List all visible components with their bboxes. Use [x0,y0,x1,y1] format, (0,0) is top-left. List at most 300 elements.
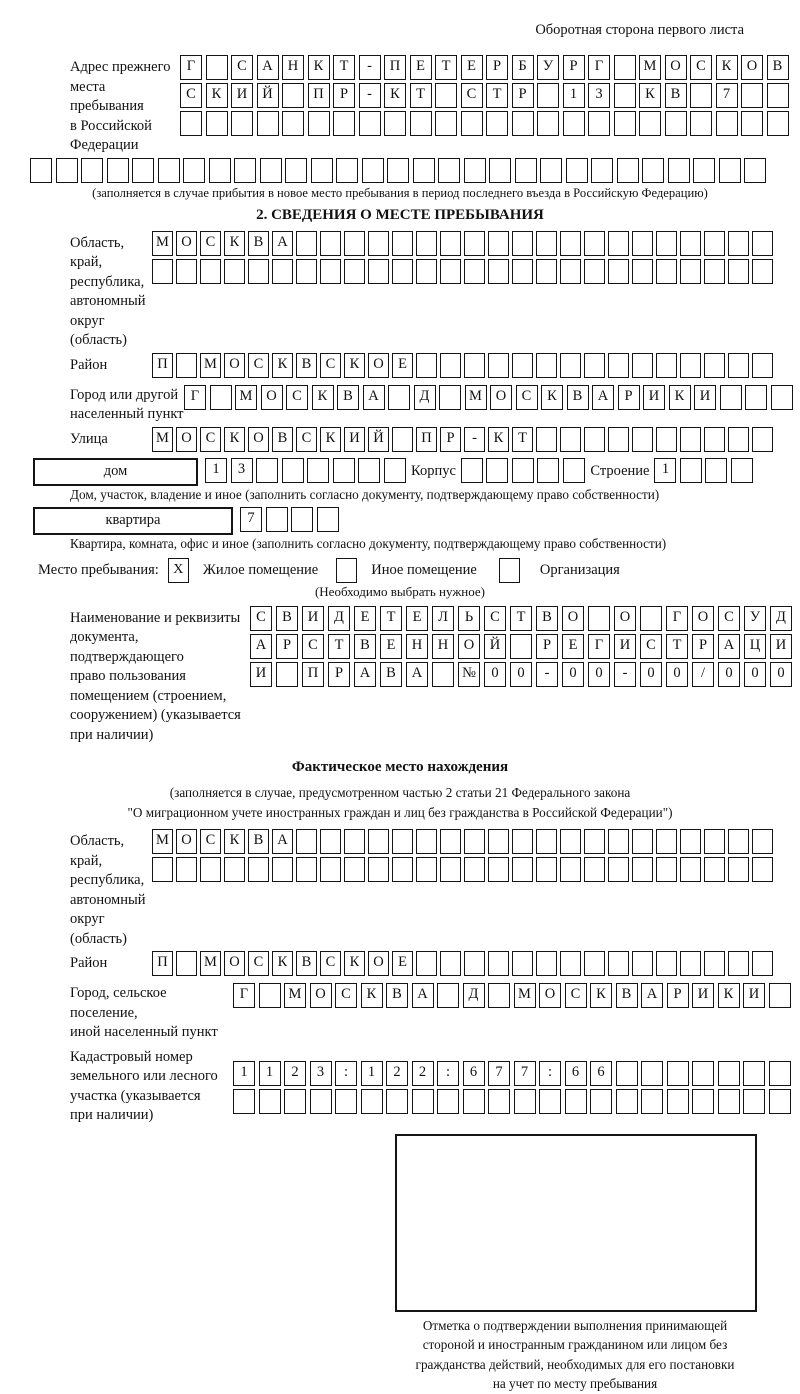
char-cell[interactable] [692,1061,714,1086]
char-cell[interactable]: А [406,662,428,687]
char-cell[interactable]: 1 [233,1061,255,1086]
char-cell[interactable]: 0 [640,662,662,687]
char-cell[interactable] [752,951,773,976]
char-cell[interactable] [410,111,432,136]
char-cell[interactable] [537,458,559,483]
char-cell[interactable] [752,259,773,284]
char-cell[interactable]: Г [233,983,255,1008]
char-cell[interactable]: И [743,983,765,1008]
char-cell[interactable] [285,158,307,183]
char-cell[interactable] [632,259,653,284]
char-cell[interactable]: С [231,55,253,80]
char-cell[interactable] [584,353,605,378]
char-cell[interactable] [752,427,773,452]
char-cell[interactable] [176,951,197,976]
checkbox-organizaciya[interactable] [499,558,520,583]
char-cell[interactable]: А [354,662,376,687]
char-cell[interactable] [132,158,154,183]
char-cell[interactable]: В [248,829,269,854]
char-cell[interactable]: В [536,606,558,631]
char-cell[interactable]: К [312,385,334,410]
char-cell[interactable]: В [296,951,317,976]
char-cell[interactable]: О [539,983,561,1008]
char-cell[interactable]: К [224,829,245,854]
char-cell[interactable]: М [639,55,661,80]
char-cell[interactable] [632,427,653,452]
char-cell[interactable] [440,829,461,854]
char-cell[interactable]: О [665,55,687,80]
char-cell[interactable] [464,259,485,284]
char-cell[interactable] [616,1089,638,1114]
char-cell[interactable] [560,857,581,882]
char-cell[interactable] [704,427,725,452]
char-cell[interactable] [461,111,483,136]
char-cell[interactable] [489,158,511,183]
char-cell[interactable] [692,1089,714,1114]
char-cell[interactable] [515,158,537,183]
char-cell[interactable] [680,829,701,854]
char-cell[interactable]: В [380,662,402,687]
char-cell[interactable] [752,353,773,378]
char-cell[interactable] [767,83,789,108]
char-cell[interactable] [176,857,197,882]
char-cell[interactable]: И [231,83,253,108]
char-cell[interactable]: А [363,385,385,410]
char-cell[interactable] [176,353,197,378]
char-cell[interactable] [584,829,605,854]
char-cell[interactable]: М [152,829,173,854]
char-cell[interactable]: 7 [240,507,262,532]
char-cell[interactable]: Р [563,55,585,80]
char-cell[interactable] [536,829,557,854]
char-cell[interactable]: В [616,983,638,1008]
char-cell[interactable] [665,111,687,136]
char-cell[interactable]: Т [435,55,457,80]
char-cell[interactable] [388,385,410,410]
char-cell[interactable] [704,259,725,284]
char-cell[interactable]: К [361,983,383,1008]
char-cell[interactable] [257,111,279,136]
char-cell[interactable]: Р [328,662,350,687]
char-cell[interactable] [386,1089,408,1114]
char-cell[interactable] [336,158,358,183]
char-cell[interactable]: М [514,983,536,1008]
char-cell[interactable]: 1 [654,458,676,483]
char-cell[interactable] [720,385,742,410]
char-cell[interactable] [296,231,317,256]
char-cell[interactable] [608,427,629,452]
char-cell[interactable] [486,458,508,483]
char-cell[interactable]: С [200,427,221,452]
char-cell[interactable] [435,111,457,136]
char-cell[interactable]: 0 [770,662,792,687]
char-cell[interactable]: Т [410,83,432,108]
char-cell[interactable] [248,259,269,284]
char-cell[interactable]: : [335,1061,357,1086]
char-cell[interactable] [368,857,389,882]
char-cell[interactable] [680,427,701,452]
char-cell[interactable]: Р [333,83,355,108]
char-cell[interactable] [432,662,454,687]
char-cell[interactable] [387,158,409,183]
char-cell[interactable]: 0 [588,662,610,687]
char-cell[interactable] [680,458,702,483]
char-cell[interactable] [440,353,461,378]
char-cell[interactable] [272,259,293,284]
char-cell[interactable]: Р [276,634,298,659]
char-cell[interactable]: Е [392,951,413,976]
char-cell[interactable]: Т [512,427,533,452]
char-cell[interactable] [743,1061,765,1086]
char-cell[interactable] [584,427,605,452]
char-cell[interactable]: И [694,385,716,410]
char-cell[interactable]: Ц [744,634,766,659]
char-cell[interactable] [512,259,533,284]
char-cell[interactable] [152,857,173,882]
char-cell[interactable]: М [200,951,221,976]
char-cell[interactable]: Е [562,634,584,659]
char-cell[interactable] [183,158,205,183]
char-cell[interactable] [437,1089,459,1114]
char-cell[interactable] [210,385,232,410]
char-cell[interactable] [741,83,763,108]
char-cell[interactable]: С [335,983,357,1008]
char-cell[interactable] [560,353,581,378]
char-cell[interactable] [359,111,381,136]
char-cell[interactable] [344,259,365,284]
char-cell[interactable]: 6 [463,1061,485,1086]
char-cell[interactable] [416,259,437,284]
char-cell[interactable] [728,951,749,976]
char-cell[interactable] [488,983,510,1008]
char-cell[interactable] [30,158,52,183]
char-cell[interactable] [200,259,221,284]
char-cell[interactable] [510,634,532,659]
char-cell[interactable] [656,427,677,452]
char-cell[interactable]: 0 [718,662,740,687]
char-cell[interactable]: А [592,385,614,410]
char-cell[interactable] [632,231,653,256]
char-cell[interactable] [728,829,749,854]
char-cell[interactable]: Т [486,83,508,108]
char-cell[interactable] [488,259,509,284]
char-cell[interactable]: 0 [744,662,766,687]
char-cell[interactable]: О [248,427,269,452]
char-cell[interactable]: Т [333,55,355,80]
char-cell[interactable]: О [224,951,245,976]
char-cell[interactable] [272,857,293,882]
char-cell[interactable] [158,158,180,183]
char-cell[interactable]: Н [406,634,428,659]
char-cell[interactable] [206,111,228,136]
char-cell[interactable] [752,857,773,882]
char-cell[interactable] [248,857,269,882]
char-cell[interactable]: С [248,353,269,378]
char-cell[interactable] [563,111,585,136]
char-cell[interactable] [641,1061,663,1086]
char-cell[interactable]: В [567,385,589,410]
char-cell[interactable] [656,231,677,256]
char-cell[interactable]: И [692,983,714,1008]
char-cell[interactable] [769,1089,791,1114]
char-cell[interactable]: К [639,83,661,108]
char-cell[interactable]: Г [588,55,610,80]
char-cell[interactable] [335,1089,357,1114]
char-cell[interactable]: И [614,634,636,659]
char-cell[interactable] [769,983,791,1008]
char-cell[interactable]: 3 [231,458,253,483]
char-cell[interactable] [224,857,245,882]
char-cell[interactable]: С [296,427,317,452]
char-cell[interactable]: 6 [590,1061,612,1086]
char-cell[interactable] [656,951,677,976]
char-cell[interactable] [608,829,629,854]
char-cell[interactable]: 7 [514,1061,536,1086]
char-cell[interactable] [296,857,317,882]
char-cell[interactable]: С [640,634,662,659]
char-cell[interactable]: С [718,606,740,631]
char-cell[interactable]: А [272,829,293,854]
char-cell[interactable] [537,83,559,108]
char-cell[interactable]: И [770,634,792,659]
char-cell[interactable]: Г [588,634,610,659]
char-cell[interactable] [368,259,389,284]
char-cell[interactable] [680,259,701,284]
char-cell[interactable] [308,111,330,136]
char-cell[interactable] [591,158,613,183]
char-cell[interactable] [224,259,245,284]
char-cell[interactable] [180,111,202,136]
char-cell[interactable]: Р [667,983,689,1008]
char-cell[interactable]: П [416,427,437,452]
char-cell[interactable]: М [152,231,173,256]
char-cell[interactable] [536,231,557,256]
char-cell[interactable]: 7 [716,83,738,108]
char-cell[interactable]: № [458,662,480,687]
char-cell[interactable]: - [614,662,636,687]
char-cell[interactable] [512,458,534,483]
char-cell[interactable] [745,385,767,410]
char-cell[interactable]: Д [463,983,485,1008]
char-cell[interactable]: В [276,606,298,631]
checkbox-zhiloe[interactable]: X [168,558,189,583]
char-cell[interactable]: К [716,55,738,80]
char-cell[interactable]: Е [461,55,483,80]
char-cell[interactable] [368,829,389,854]
char-cell[interactable]: А [718,634,740,659]
char-cell[interactable]: К [224,427,245,452]
char-cell[interactable] [392,231,413,256]
char-cell[interactable] [486,111,508,136]
char-cell[interactable]: Г [666,606,688,631]
char-cell[interactable] [608,259,629,284]
char-cell[interactable]: Ь [458,606,480,631]
char-cell[interactable]: Н [432,634,454,659]
char-cell[interactable]: Б [512,55,534,80]
char-cell[interactable] [731,458,753,483]
char-cell[interactable] [632,857,653,882]
char-cell[interactable] [266,507,288,532]
char-cell[interactable] [333,458,355,483]
char-cell[interactable] [769,1061,791,1086]
char-cell[interactable] [718,1089,740,1114]
char-cell[interactable] [282,111,304,136]
house-box[interactable]: дом [33,458,198,486]
char-cell[interactable] [536,951,557,976]
char-cell[interactable]: О [692,606,714,631]
char-cell[interactable]: К [224,231,245,256]
char-cell[interactable]: Т [380,606,402,631]
char-cell[interactable] [719,158,741,183]
char-cell[interactable] [584,951,605,976]
char-cell[interactable]: - [464,427,485,452]
char-cell[interactable] [639,111,661,136]
char-cell[interactable]: Й [257,83,279,108]
char-cell[interactable]: М [465,385,487,410]
char-cell[interactable] [206,55,228,80]
char-cell[interactable]: К [344,353,365,378]
char-cell[interactable] [728,857,749,882]
char-cell[interactable] [56,158,78,183]
char-cell[interactable] [412,1089,434,1114]
char-cell[interactable] [291,507,313,532]
char-cell[interactable] [680,231,701,256]
char-cell[interactable] [632,829,653,854]
char-cell[interactable]: 2 [412,1061,434,1086]
char-cell[interactable]: О [261,385,283,410]
char-cell[interactable]: П [384,55,406,80]
char-cell[interactable] [461,458,483,483]
char-cell[interactable]: С [690,55,712,80]
char-cell[interactable] [437,983,459,1008]
char-cell[interactable]: С [286,385,308,410]
char-cell[interactable]: Д [770,606,792,631]
char-cell[interactable]: С [180,83,202,108]
char-cell[interactable] [608,353,629,378]
char-cell[interactable]: С [250,606,272,631]
char-cell[interactable] [368,231,389,256]
char-cell[interactable] [440,259,461,284]
char-cell[interactable]: 1 [205,458,227,483]
char-cell[interactable] [617,158,639,183]
char-cell[interactable]: О [176,829,197,854]
char-cell[interactable]: 3 [310,1061,332,1086]
char-cell[interactable]: С [302,634,324,659]
char-cell[interactable] [284,1089,306,1114]
char-cell[interactable]: О [490,385,512,410]
char-cell[interactable] [311,158,333,183]
char-cell[interactable] [488,829,509,854]
char-cell[interactable]: И [643,385,665,410]
char-cell[interactable] [563,458,585,483]
char-cell[interactable] [680,353,701,378]
char-cell[interactable] [488,857,509,882]
char-cell[interactable] [614,55,636,80]
char-cell[interactable] [464,158,486,183]
char-cell[interactable] [588,111,610,136]
char-cell[interactable] [81,158,103,183]
char-cell[interactable] [728,259,749,284]
char-cell[interactable] [656,259,677,284]
char-cell[interactable]: С [565,983,587,1008]
char-cell[interactable] [741,111,763,136]
char-cell[interactable]: П [152,353,173,378]
char-cell[interactable]: А [272,231,293,256]
char-cell[interactable]: Р [440,427,461,452]
char-cell[interactable] [259,983,281,1008]
char-cell[interactable] [728,427,749,452]
char-cell[interactable]: С [320,353,341,378]
char-cell[interactable] [464,231,485,256]
char-cell[interactable] [584,857,605,882]
char-cell[interactable] [566,158,588,183]
char-cell[interactable] [464,353,485,378]
char-cell[interactable] [704,829,725,854]
char-cell[interactable] [200,857,221,882]
char-cell[interactable] [282,83,304,108]
char-cell[interactable]: 1 [259,1061,281,1086]
char-cell[interactable]: Е [354,606,376,631]
char-cell[interactable]: Е [410,55,432,80]
char-cell[interactable]: Й [368,427,389,452]
char-cell[interactable] [704,231,725,256]
char-cell[interactable] [704,353,725,378]
char-cell[interactable] [344,231,365,256]
char-cell[interactable] [752,231,773,256]
char-cell[interactable] [616,1061,638,1086]
char-cell[interactable]: О [614,606,636,631]
char-cell[interactable] [307,458,329,483]
char-cell[interactable] [317,507,339,532]
char-cell[interactable] [234,158,256,183]
char-cell[interactable] [512,111,534,136]
char-cell[interactable]: К [320,427,341,452]
char-cell[interactable]: В [386,983,408,1008]
char-cell[interactable] [705,458,727,483]
char-cell[interactable]: У [744,606,766,631]
char-cell[interactable] [231,111,253,136]
char-cell[interactable] [716,111,738,136]
char-cell[interactable]: К [272,951,293,976]
char-cell[interactable] [392,427,413,452]
char-cell[interactable]: К [488,427,509,452]
char-cell[interactable] [560,829,581,854]
char-cell[interactable] [320,829,341,854]
char-cell[interactable]: П [152,951,173,976]
char-cell[interactable]: В [248,231,269,256]
char-cell[interactable] [588,606,610,631]
char-cell[interactable]: 0 [510,662,532,687]
char-cell[interactable] [656,353,677,378]
char-cell[interactable] [560,231,581,256]
char-cell[interactable]: М [235,385,257,410]
char-cell[interactable]: П [302,662,324,687]
char-cell[interactable]: : [539,1061,561,1086]
char-cell[interactable]: Г [180,55,202,80]
char-cell[interactable] [392,829,413,854]
char-cell[interactable] [488,951,509,976]
char-cell[interactable] [512,829,533,854]
char-cell[interactable] [536,857,557,882]
char-cell[interactable] [632,951,653,976]
char-cell[interactable]: Р [536,634,558,659]
char-cell[interactable] [209,158,231,183]
char-cell[interactable] [608,231,629,256]
char-cell[interactable]: В [337,385,359,410]
char-cell[interactable] [590,1089,612,1114]
char-cell[interactable]: Е [380,634,402,659]
char-cell[interactable]: А [412,983,434,1008]
